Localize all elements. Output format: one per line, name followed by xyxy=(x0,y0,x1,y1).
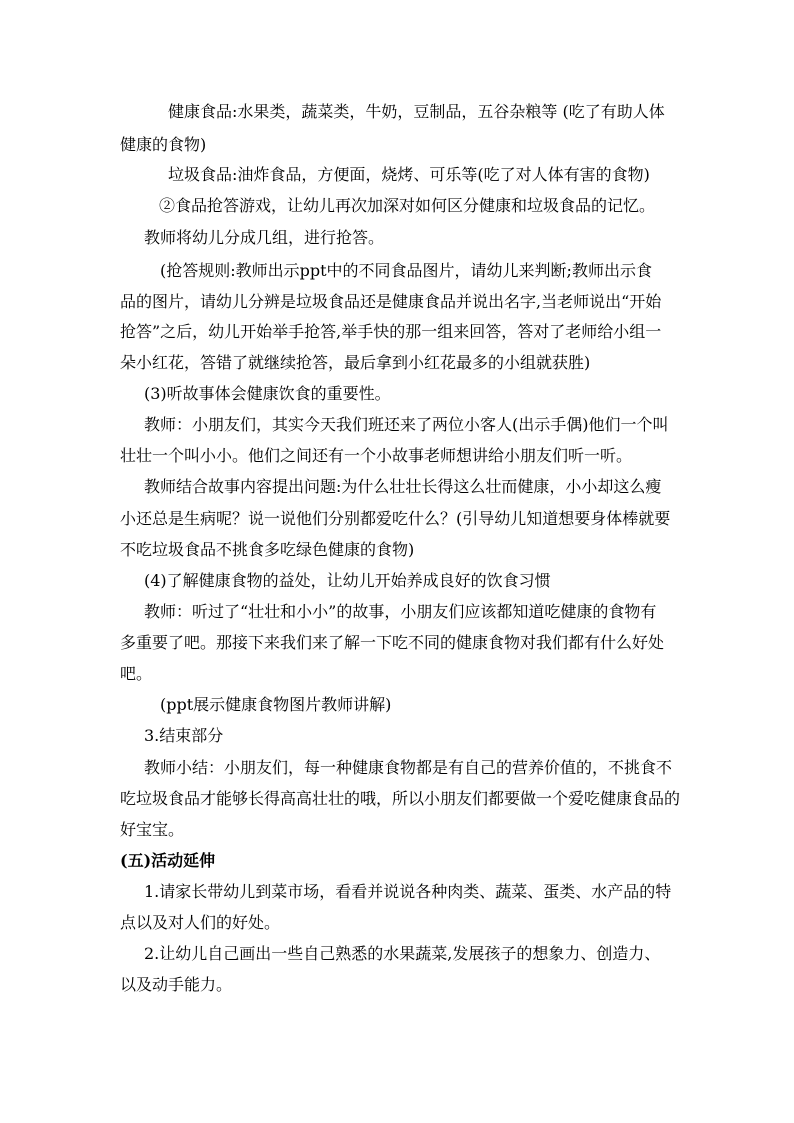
paragraph-line: 吃垃圾食品才能够长得高高壮壮的哦，所以小朋友们都要做一个爱吃健康食品的 xyxy=(120,789,681,808)
paragraph-line: 1.请家长带幼儿到菜市场，看看并说说各种肉类、蔬菜、蛋类、水产品的特 xyxy=(144,882,672,901)
paragraph-line: 教师小结：小朋友们，每一种健康食物都是有自己的营养价值的，不挑食不 xyxy=(144,758,673,777)
paragraph-line: 壮壮一个叫小小。他们之间还有一个小故事老师想讲给小朋友们听一听。 xyxy=(120,446,633,465)
paragraph-line: 健康的食物) xyxy=(120,135,207,154)
section-heading: (五)活动延伸 xyxy=(120,851,216,870)
paragraph-line: 教师结合故事内容提出问题:为什么壮壮长得这么壮而健康，小小却这么瘦 xyxy=(144,477,662,496)
paragraph-line: 垃圾食品:油炸食品，方便面，烧烤、可乐等(吃了对人体有害的食物) xyxy=(168,165,650,184)
paragraph-line: 健康食品:水果类，蔬菜类，牛奶，豆制品，五谷杂粮等 (吃了有助人体 xyxy=(168,102,665,121)
paragraph-line: 品的图片，请幼儿分辨是垃圾食品还是健康食品并说出名字,当老师说出“开始 xyxy=(120,292,662,311)
paragraph-line: 小还总是生病呢？说一说他们分别都爱吃什么？(引导幼儿知道想要身体棒就要 xyxy=(120,509,671,528)
paragraph-line: 朵小红花，答错了就继续抢答，最后拿到小红花最多的小组就获胜) xyxy=(120,353,591,372)
paragraph-line: 不吃垃圾食品不挑食多吃绿色健康的食物) xyxy=(120,540,415,559)
paragraph-line: 点以及对人们的好处。 xyxy=(120,913,281,932)
paragraph-line: (抢答规则:教师出示ppt中的不同食品图片，请幼儿来判断;教师出示食 xyxy=(160,261,652,280)
paragraph-line: 好宝宝。 xyxy=(120,820,185,839)
paragraph-line: 教师：听过了“壮壮和小小”的故事，小朋友们应该都知道吃健康的食物有 xyxy=(144,602,657,621)
paragraph-line: 教师将幼儿分成几组，进行抢答。 xyxy=(144,228,385,247)
paragraph-line: 吧。 xyxy=(120,664,153,683)
paragraph-line: ②食品抢答游戏，让幼儿再次加深对如何区分健康和垃圾食品的记忆。 xyxy=(159,196,656,215)
paragraph-line: 以及动手能力。 xyxy=(120,975,233,994)
paragraph-line: 3.结束部分 xyxy=(144,726,224,745)
paragraph-line: 抢答”之后，幼儿开始举手抢答,举手快的那一组来回答，答对了老师给小组一 xyxy=(120,322,662,341)
paragraph-line: 多重要了吧。那接下来我们来了解一下吃不同的健康食物对我们都有什么好处 xyxy=(120,633,665,652)
paragraph-line: (3)听故事体会健康饮食的重要性。 xyxy=(144,384,391,403)
paragraph-line: (ppt展示健康食物图片教师讲解) xyxy=(160,695,392,714)
paragraph-line: 教师：小朋友们，其实今天我们班还来了两位小客人(出示手偶)他们一个叫 xyxy=(144,415,669,434)
paragraph-line: 2.让幼儿自己画出一些自己熟悉的水果蔬菜,发展孩子的想象力、创造力、 xyxy=(144,944,661,963)
paragraph-line: (4)了解健康食物的益处，让幼儿开始养成良好的饮食习惯 xyxy=(144,571,551,590)
